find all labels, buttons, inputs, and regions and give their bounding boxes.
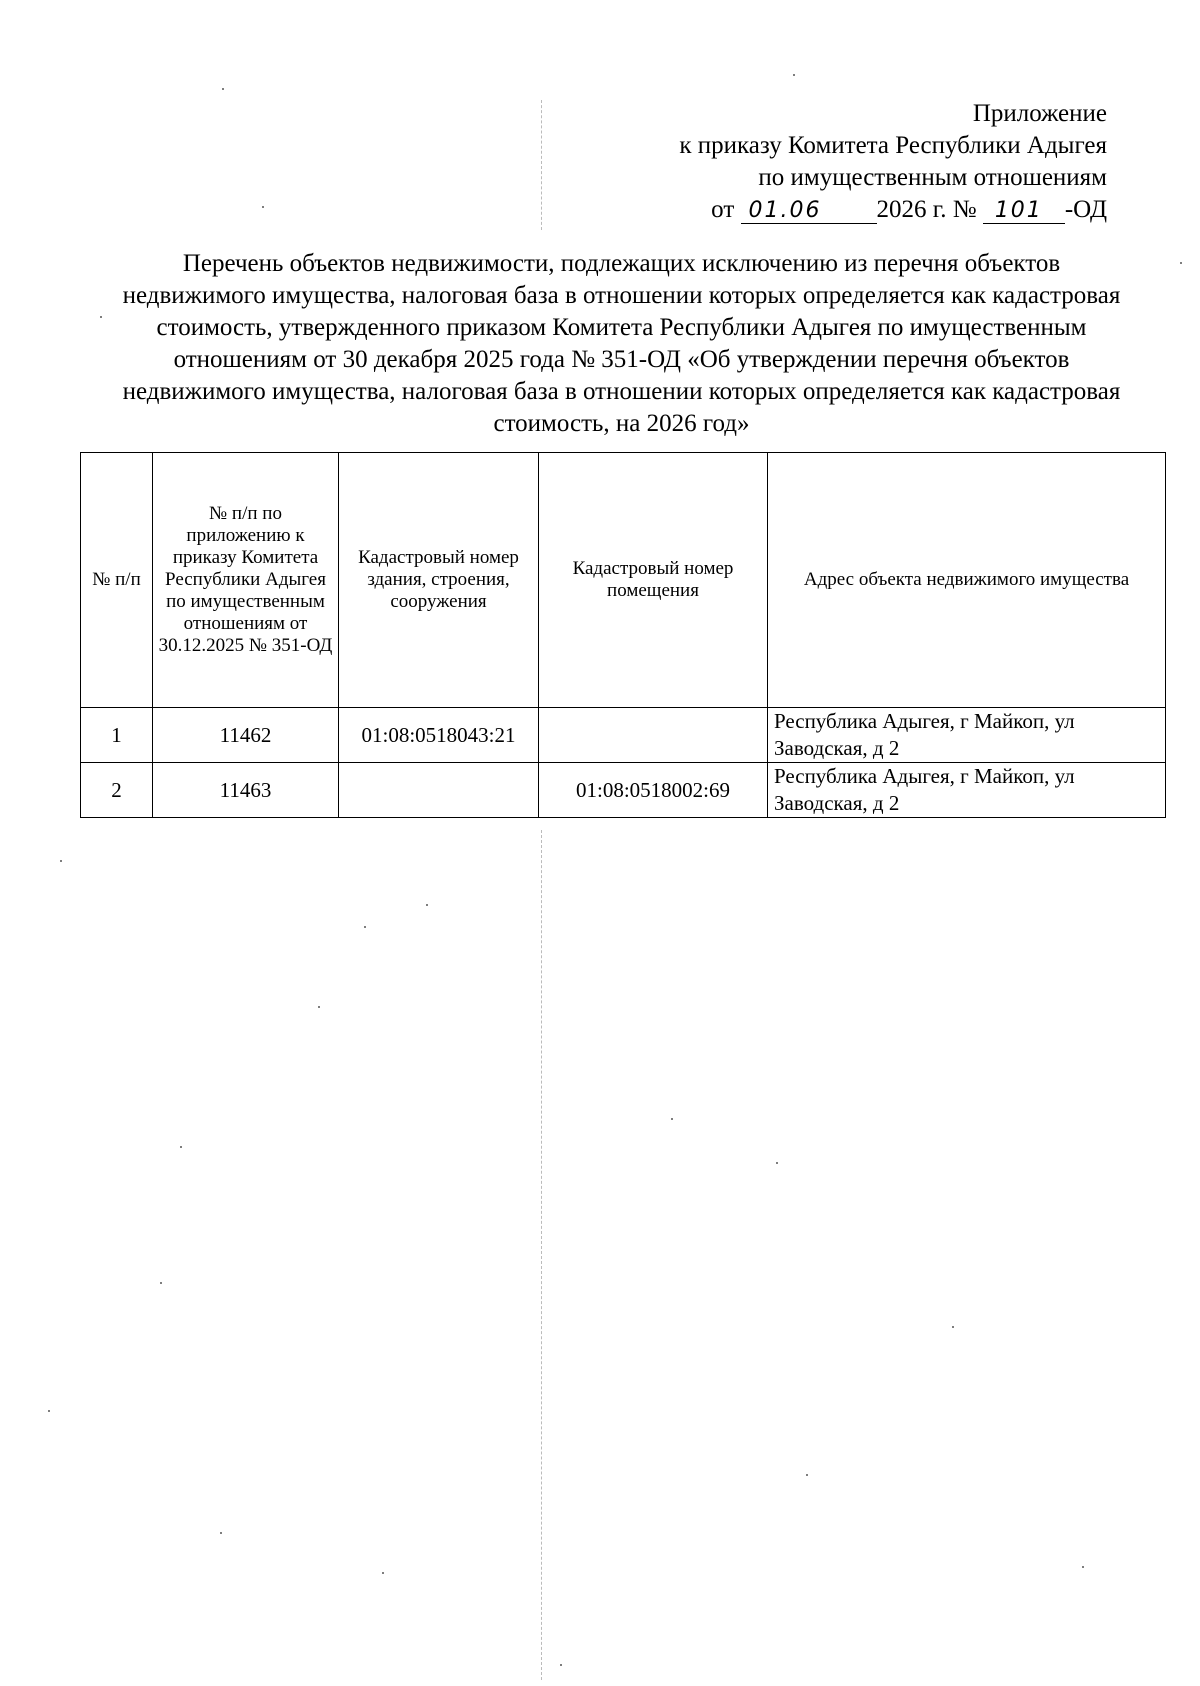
scan-speck xyxy=(426,904,428,906)
document-title: Перечень объектов недвижимости, подлежащих исключению из перечня объектов недвижимого имущества, налоговая база в отношении которых определяется как кадастровая стоимость, утвержденного приказом Комитета Республики Адыгея по имущественным отношениям от 30 декабря 2025 года № 351-ОД «Об утверждении перечня объектов недвижимого имущества, налоговая база в отношении которых определяется как кадастровая стоимость, на 2026 год» xyxy=(122,250,1121,437)
scan-speck xyxy=(222,88,224,90)
appendix-title: Приложение xyxy=(972,100,1107,127)
year-and-number-label: 2026 г. № xyxy=(876,196,977,223)
scan-speck xyxy=(382,1572,384,1574)
date-prefix: от xyxy=(711,196,735,223)
scan-speck xyxy=(952,1326,954,1328)
handwritten-number: 101 xyxy=(983,199,1065,224)
property-table xyxy=(80,452,1166,818)
handwritten-date: 01.06 xyxy=(741,199,877,224)
scan-speck xyxy=(262,206,264,208)
scan-fold-line xyxy=(541,100,543,230)
appendix-order-ref: к приказу Комитета Республики Адыгея xyxy=(679,132,1107,159)
header-number: № п/п xyxy=(81,453,153,708)
cell-building-cadastral xyxy=(339,763,539,818)
scan-speck xyxy=(1180,262,1182,264)
scan-speck xyxy=(160,1282,162,1284)
header-address: Адрес объекта недвижимого имущества xyxy=(768,453,1166,708)
scan-speck xyxy=(318,1006,320,1008)
scan-speck xyxy=(671,1118,673,1120)
scan-speck xyxy=(560,1664,562,1666)
scan-speck xyxy=(48,1410,50,1412)
cell-number: 2 xyxy=(81,763,153,818)
scan-speck xyxy=(806,1474,808,1476)
table-row xyxy=(81,763,1166,818)
number-suffix: -ОД xyxy=(1064,196,1107,223)
scan-speck xyxy=(100,316,102,318)
cell-address: Республика Адыгея, г Майкоп, ул Заводская, д 2 xyxy=(768,763,1166,818)
scan-speck xyxy=(60,860,62,862)
table-header-row xyxy=(81,453,1166,708)
cell-building-cadastral: 01:08:0518043:21 xyxy=(339,708,539,763)
header-building-cadastral: Кадастровый номер здания, строения, сооружения xyxy=(339,453,539,708)
scan-speck xyxy=(180,1146,182,1148)
scan-fold-line xyxy=(541,830,543,1680)
cell-address: Республика Адыгея, г Майкоп, ул Заводская, д 2 xyxy=(768,708,1166,763)
scan-speck xyxy=(364,926,366,928)
cell-room-cadastral xyxy=(539,708,768,763)
scan-speck xyxy=(793,74,795,76)
table-row xyxy=(81,708,1166,763)
appendix-date-line xyxy=(679,194,1107,226)
scan-speck xyxy=(776,1162,778,1164)
cell-room-cadastral: 01:08:0518002:69 xyxy=(539,763,768,818)
appendix-order-ref-2: по имущественным отношениям xyxy=(758,164,1107,191)
cell-number: 1 xyxy=(81,708,153,763)
cell-ref-number: 11463 xyxy=(153,763,339,818)
scan-speck xyxy=(1082,1566,1084,1568)
header-room-cadastral: Кадастровый номер помещения xyxy=(539,453,768,708)
header-ref-number: № п/п по приложению к приказу Комитета Республики Адыгея по имущественным отношениям от 30.12.2025 № 351-ОД xyxy=(153,453,339,708)
scan-speck xyxy=(220,1532,222,1534)
appendix-header xyxy=(679,98,1107,226)
cell-ref-number: 11462 xyxy=(153,708,339,763)
